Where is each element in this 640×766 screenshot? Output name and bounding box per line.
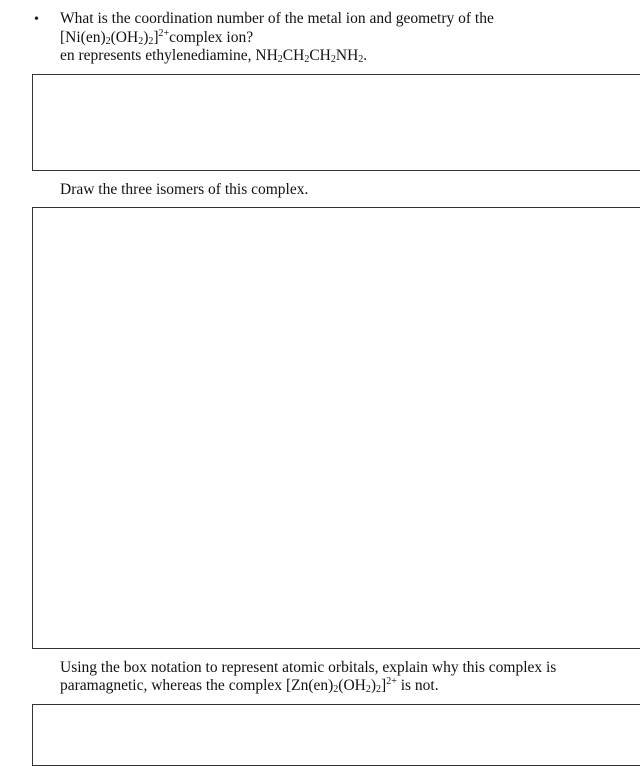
formula-sub: 2 (333, 684, 339, 695)
question3-line1: Using the box notation to represent atomic orbitals, explain why this complex is (60, 659, 557, 676)
formula-ch: CH (282, 47, 305, 64)
formula-bracket: ] (381, 677, 387, 694)
formula-sub: 2 (330, 54, 336, 65)
bullet-marker: • (34, 12, 39, 27)
formula-sub: 2 (376, 684, 382, 695)
formula-end: . (363, 47, 368, 64)
formula-sub: 2 (148, 36, 154, 47)
formula-sub: 2 (105, 36, 111, 47)
formula-mid: (OH (338, 677, 366, 694)
formula-sub: 2 (358, 54, 364, 65)
formula-charge: 2+ (158, 28, 170, 39)
question3-line2-end: is not. (396, 677, 439, 694)
question3-line2-text: paramagnetic, whereas the complex [Zn(en) (60, 677, 334, 694)
answer-box-3[interactable] (32, 704, 640, 766)
en-definition-text: en represents ethylenediamine, NH (60, 47, 278, 64)
question1-line1: What is the coordination number of the metal ion and geometry of the (60, 10, 494, 27)
formula-sub: 2 (304, 54, 310, 65)
question3-line2 (60, 677, 439, 695)
question2-text: Draw the three isomers of this complex. (60, 181, 309, 198)
formula-nh: NH (335, 47, 359, 64)
formula-charge: 2+ (386, 676, 397, 687)
formula-sub: 2 (277, 54, 283, 65)
question1-line3 (60, 47, 367, 65)
question1-line2 (60, 29, 253, 47)
formula-bracket: ] (153, 29, 159, 46)
formula-close: ) (143, 29, 149, 46)
question1-line2-text: complex ion? (169, 29, 254, 46)
formula-sub: 2 (365, 684, 371, 695)
formula-open: [Ni(en) (60, 29, 106, 46)
answer-box-1[interactable] (32, 74, 640, 171)
formula-mid: (OH (110, 29, 139, 46)
answer-box-2[interactable] (32, 207, 640, 649)
formula-close: ) (370, 677, 377, 694)
formula-sub: 2 (138, 36, 144, 47)
formula-ch: CH (309, 47, 331, 64)
